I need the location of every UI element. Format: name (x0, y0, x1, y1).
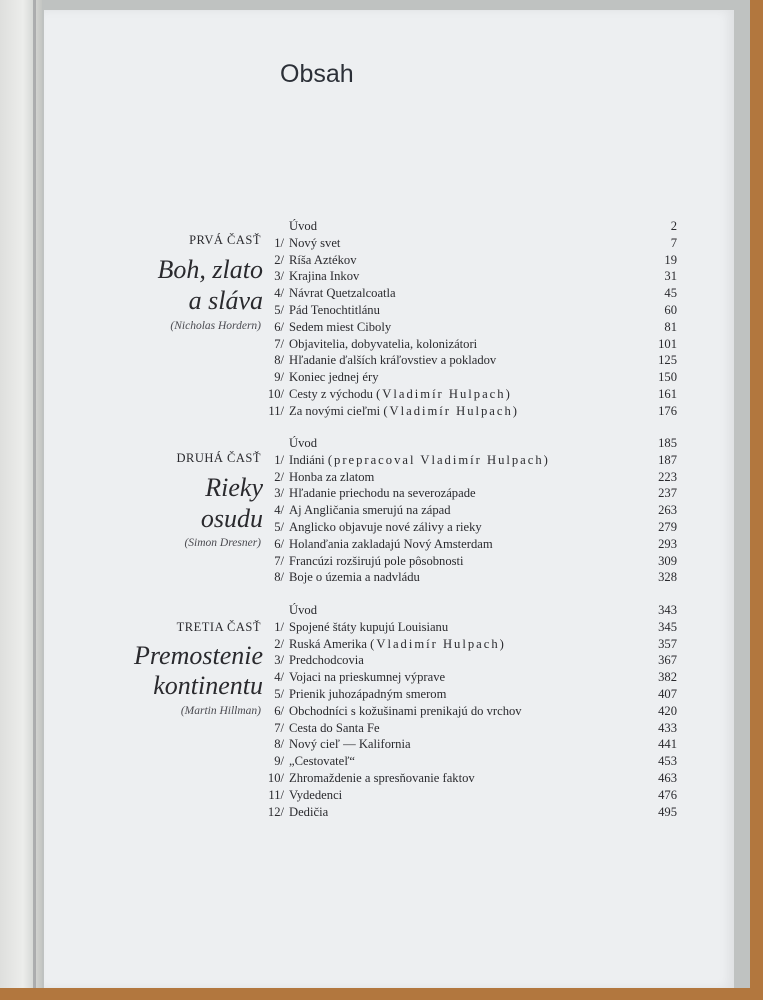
part-2-label: DRUHÁ ČASŤ (176, 451, 261, 465)
part-3-title-line-2: kontinentu (153, 671, 263, 700)
toc-entry-page: 60 (664, 303, 677, 317)
toc-entry (0, 369, 763, 386)
toc-entry-title: Krajina Inkov (289, 269, 360, 284)
toc-entry-page: 345 (658, 619, 677, 634)
toc-entry-number: 4/ (274, 670, 284, 685)
toc-entry (0, 770, 763, 787)
toc-entry-number: 7/ (274, 553, 284, 568)
toc-entry (0, 753, 763, 770)
toc-entry (0, 569, 763, 586)
part-1-title-line-2: a sláva (188, 286, 263, 315)
toc-entry-title: Ríša Aztékov (289, 252, 357, 267)
toc-entry-page: 433 (658, 720, 677, 735)
toc-entry-title: Prienik juhozápadným smerom (289, 687, 447, 701)
toc-entry-number: 7/ (274, 720, 284, 735)
toc-entry-title: Pád Tenochtitlánu (289, 303, 380, 317)
toc-entry-page: 382 (658, 670, 677, 685)
toc-entry (0, 804, 763, 821)
toc-entry-title: Cesty z východu (Vladimír Hulpach) (289, 387, 512, 401)
toc-entry-page: 125 (658, 353, 677, 368)
toc-entry (0, 319, 763, 336)
toc-entry-title: Sedem miest Ciboly (289, 319, 392, 334)
toc-entry (0, 652, 763, 669)
toc-entry-number: 9/ (274, 370, 284, 385)
part-1-title-line-1: Boh, zlato (157, 255, 263, 284)
toc-entry-title: Vojaci na prieskumnej výprave (289, 670, 446, 685)
toc-entry (0, 619, 763, 636)
toc-entry-number: 1/ (274, 452, 284, 467)
toc-entry-title: Nový cieľ — Kalifornia (289, 737, 411, 752)
toc-entry-number: 3/ (274, 486, 284, 501)
toc-entry-number: 8/ (274, 353, 284, 368)
toc-entry (0, 686, 763, 703)
toc-entry-title: Holanďania zakladajú Nový Amsterdam (289, 536, 493, 551)
toc-entry-page: 81 (664, 319, 677, 334)
toc-entry-number: 2/ (274, 469, 284, 484)
toc-entry (0, 636, 763, 653)
toc-entry-page: 7 (670, 235, 677, 250)
part-3-label: TRETIA ČASŤ (176, 620, 261, 634)
toc-entry-page: 357 (658, 636, 677, 651)
toc-entry-title: Vydedenci (289, 787, 343, 802)
toc-entry-number: 3/ (274, 653, 284, 668)
toc-entry-page: 2 (670, 219, 677, 233)
toc-entry (0, 669, 763, 686)
part-3-author: (Martin Hillman) (180, 705, 261, 717)
toc-entry-title: Dedičia (289, 804, 329, 819)
toc-entry-page: 328 (658, 570, 677, 585)
toc-entry-title: Nový svet (289, 235, 341, 250)
toc-entry-title: Francúzi rozširujú pole pôsobnosti (289, 553, 464, 568)
toc-entry-page: 309 (658, 553, 677, 568)
page-title: Obsah (280, 60, 354, 88)
toc-entry-page: 279 (658, 520, 677, 534)
toc-entry-title: Predchodcovia (289, 653, 364, 668)
part-3-title-line-1: Premostenie (134, 641, 263, 670)
toc-entry-number: 6/ (274, 703, 284, 718)
toc-entry-title: Úvod (289, 436, 317, 450)
toc-entry-page: 19 (664, 252, 677, 267)
toc-entry-number: 4/ (274, 503, 284, 518)
part-1-author: (Nicholas Hordern) (170, 320, 261, 332)
toc-entry-title: Úvod (289, 603, 317, 617)
toc-entry (0, 386, 763, 403)
toc-entry-title: Koniec jednej éry (289, 370, 379, 385)
toc-entry-number: 12/ (267, 804, 284, 819)
toc-entry (0, 268, 763, 285)
toc-entry-page: 237 (658, 486, 677, 501)
toc-entry (0, 252, 763, 269)
table-edge-bottom (0, 988, 763, 1000)
toc-entry (0, 502, 763, 519)
toc-entry-title: Hľadanie priechodu na severozápade (289, 486, 476, 501)
toc-entry (0, 452, 763, 469)
toc-entry (0, 485, 763, 502)
toc-entry-number: 1/ (274, 619, 284, 634)
toc-entry-title: Zhromaždenie a spresňovanie faktov (289, 771, 475, 785)
toc-entry-number: 2/ (274, 252, 284, 267)
toc-entry (0, 536, 763, 553)
toc-entry (0, 736, 763, 753)
toc-entry (0, 352, 763, 369)
toc-entry-page: 176 (658, 403, 677, 418)
toc-entry-page: 343 (658, 603, 677, 617)
toc-entry-number: 10/ (267, 771, 284, 785)
toc-entry-page: 101 (658, 336, 677, 351)
toc-entry-page: 293 (658, 536, 677, 551)
part-1-label: PRVÁ ČASŤ (189, 233, 261, 247)
toc-entry-page: 407 (658, 687, 677, 701)
toc-entry (0, 519, 763, 536)
toc-entry-number: 2/ (274, 636, 284, 651)
toc-entry-number: 10/ (267, 387, 284, 401)
toc-entry-page: 223 (658, 469, 677, 484)
toc-entry-number: 11/ (268, 403, 284, 418)
toc-entry-number: 5/ (274, 687, 284, 701)
toc-entry-number: 6/ (274, 536, 284, 551)
toc-entry-number: 6/ (274, 319, 284, 334)
toc-entry-page: 45 (664, 286, 677, 301)
toc-entry-number: 3/ (274, 269, 284, 284)
toc-entry (0, 703, 763, 720)
toc-entry-title: „Cestovateľ“ (289, 754, 355, 769)
toc-entry-page: 420 (658, 703, 677, 718)
toc-entry (0, 336, 763, 353)
toc-entry (0, 553, 763, 570)
toc-entry-number: 11/ (268, 787, 284, 802)
toc-entry-title: Spojené štáty kupujú Louisianu (289, 619, 449, 634)
toc-entry-title: Indiáni (prepracoval Vladimír Hulpach) (289, 452, 550, 467)
toc-entry-number: 5/ (274, 520, 284, 534)
toc-entry-page: 453 (658, 754, 677, 769)
toc-entry (0, 435, 763, 452)
toc-entry-page: 150 (658, 370, 677, 385)
toc-entry-title: Za novými cieľmi (Vladimír Hulpach) (289, 403, 519, 418)
toc-entry-title: Boje o územia a nadvládu (289, 570, 420, 585)
toc-entry (0, 218, 763, 235)
toc-entry (0, 469, 763, 486)
toc-entry-number: 8/ (274, 570, 284, 585)
toc-entry (0, 787, 763, 804)
toc-entry-page: 187 (658, 452, 677, 467)
toc-entry-number: 7/ (274, 336, 284, 351)
toc-entry-title: Úvod (289, 219, 317, 233)
toc-entry-number: 4/ (274, 286, 284, 301)
toc-entry-page: 476 (658, 787, 677, 802)
toc-entry-number: 9/ (274, 754, 284, 769)
toc-entry-number: 1/ (274, 235, 284, 250)
toc-entry-page: 161 (658, 387, 677, 401)
toc-entry-title: Objavitelia, dobyvatelia, kolonizátori (289, 336, 478, 351)
toc-entry-number: 5/ (274, 303, 284, 317)
toc-entry-page: 463 (658, 771, 677, 785)
toc-entry-title: Honba za zlatom (289, 469, 375, 484)
toc-entry (0, 235, 763, 252)
toc-entry-title: Ruská Amerika (Vladimír Hulpach) (289, 636, 506, 651)
toc-entry-page: 367 (658, 653, 677, 668)
part-2-title-line-1: Rieky (205, 473, 263, 502)
toc-entry-page: 263 (658, 503, 677, 518)
toc-entry-title: Návrat Quetzalcoatla (289, 286, 396, 301)
toc-entry-page: 31 (664, 269, 677, 284)
toc-entry (0, 302, 763, 319)
toc-entry-number: 8/ (274, 737, 284, 752)
toc-entry-page: 185 (658, 436, 677, 450)
toc-entry-page: 495 (658, 804, 677, 819)
toc-entry-title: Obchodníci s kožušinami prenikajú do vrchov (289, 703, 522, 718)
toc-entry (0, 602, 763, 619)
toc-entry-page: 441 (658, 737, 677, 752)
toc-entry (0, 285, 763, 302)
part-2-title-line-2: osudu (200, 504, 263, 533)
toc-entry-title: Anglicko objavuje nové zálivy a rieky (289, 520, 482, 534)
part-2-author: (Simon Dresner) (184, 537, 261, 549)
toc-entry-title: Aj Angličania smerujú na západ (289, 503, 451, 518)
toc-entry-title: Hľadanie ďalších kráľovstiev a pokladov (289, 353, 497, 368)
toc-entry (0, 720, 763, 737)
toc-entry (0, 403, 763, 420)
toc-entry-title: Cesta do Santa Fe (289, 720, 380, 735)
